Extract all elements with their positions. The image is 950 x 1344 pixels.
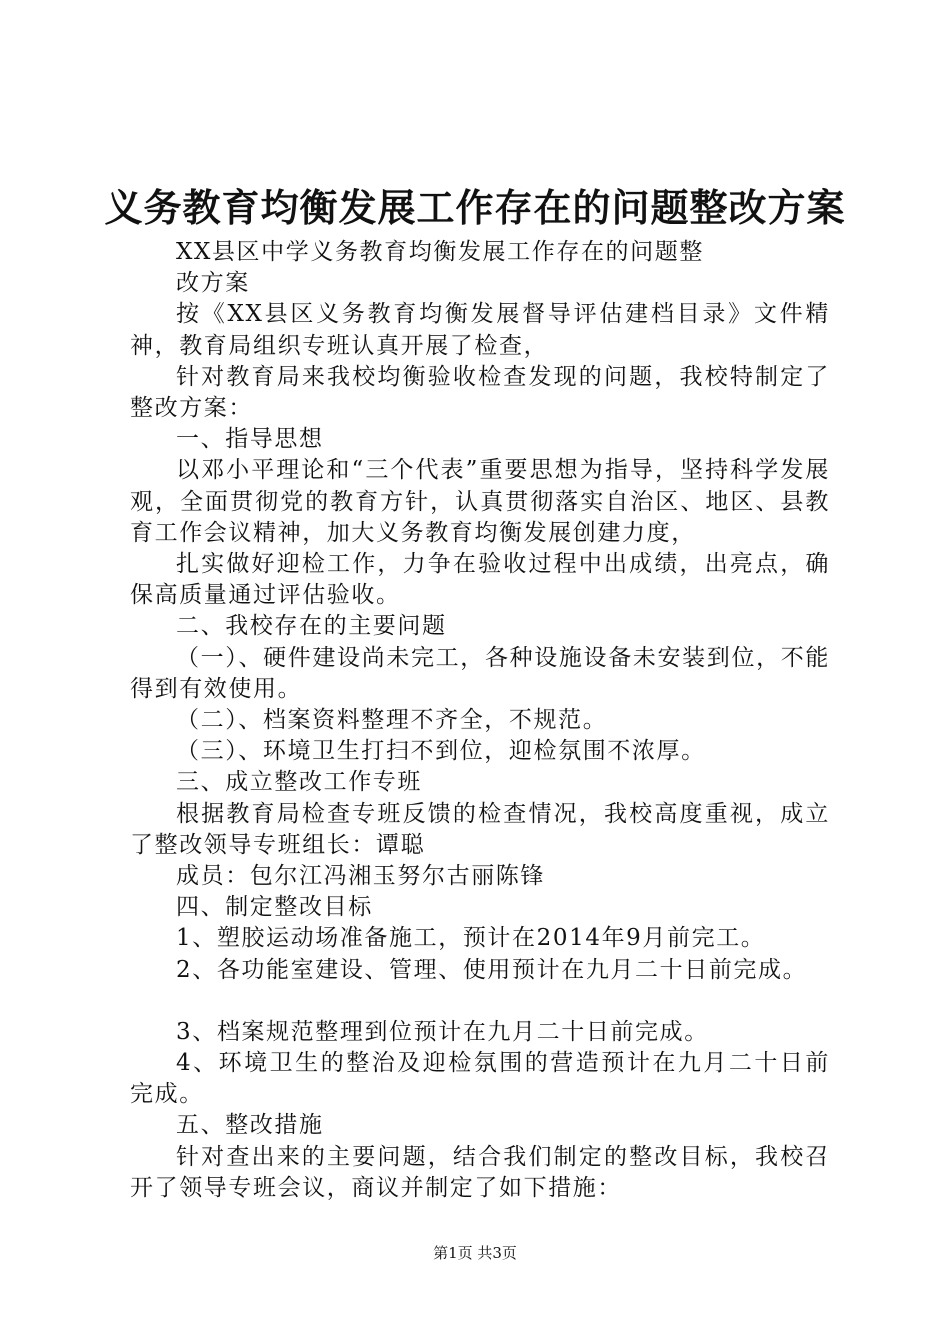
paragraph: 以邓小平理论和“三个代表”重要思想为指导，坚持科学发展观，全面贯彻党的教育方针，认真贯彻落实自治区、地区、县教育工作会议精神，加大义务教育均衡发展创建力度， <box>130 457 830 546</box>
document-body <box>130 237 830 1204</box>
list-item: （二）、档案资料整理不齐全，不规范。 <box>176 707 608 734</box>
section-heading: 二、我校存在的主要问题 <box>176 613 447 640</box>
list-item: 4、环境卫生的整治及迎检氛围的营造预计在九月二十日前完成。 <box>130 1050 830 1108</box>
paragraph: 成员：包尔江冯湘玉努尔古丽陈锋 <box>176 863 545 890</box>
section-heading: 一、指导思想 <box>176 426 324 453</box>
paragraph: 扎实做好迎检工作，力争在验收过程中出成绩，出亮点，确保高质量通过评估验收。 <box>130 551 830 609</box>
paragraph: 按《XX县区义务教育均衡发展督导评估建档目录》文件精神，教育局组织专班认真开展了检查， <box>130 301 830 359</box>
paragraph: 针对教育局来我校均衡验收检查发现的问题，我校特制定了整改方案： <box>130 363 830 422</box>
list-item: 2、各功能室建设、管理、使用预计在九月二十日前完成。 <box>176 956 808 983</box>
paragraph: 针对查出来的主要问题，结合我们制定的整改目标，我校召开了领导专班会议，商议并制定了如下措施： <box>130 1143 830 1201</box>
list-item: 1、塑胶运动场准备施工，预计在2014年9月前完工。 <box>176 925 766 952</box>
paragraph: XX县区中学义务教育均衡发展工作存在的问题整 <box>176 239 704 265</box>
section-heading: 三、成立整改工作专班 <box>176 769 422 796</box>
section-heading: 五、整改措施 <box>176 1112 324 1139</box>
paragraph: 根据教育局检查专班反馈的检查情况，我校高度重视，成立了整改领导专班组长：谭聪 <box>130 800 830 858</box>
list-item: 3、档案规范整理到位预计在九月二十日前完成。 <box>176 1018 709 1045</box>
page-footer: 第1页 共3页 <box>433 1244 517 1262</box>
section-heading: 四、制定整改目标 <box>176 894 373 921</box>
document-title: 义务教育均衡发展工作存在的问题整改方案 <box>104 185 846 230</box>
paragraph: 改方案 <box>176 270 250 297</box>
list-item: （一）、硬件建设尚未完工，各种设施设备未安装到位，不能得到有效使用。 <box>130 644 830 702</box>
list-item: （三）、环境卫生打扫不到位，迎检氛围不浓厚。 <box>176 738 706 765</box>
